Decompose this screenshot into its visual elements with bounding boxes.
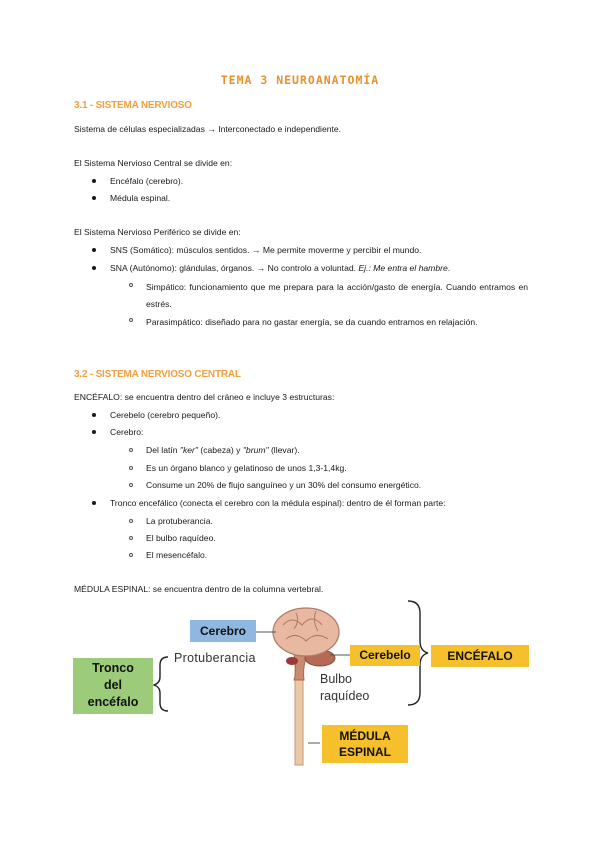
bullet [92, 248, 96, 252]
sub-bullet [129, 553, 133, 557]
page-title: TEMA 3 NEUROANATOMÍA [220, 73, 380, 87]
list-item [146, 444, 300, 456]
latin-a: Del latín [146, 445, 180, 455]
medula-label [322, 725, 408, 763]
medula-text: MÉDULA ESPINAL: se encuentra dentro de la columna vertebral. [74, 584, 324, 594]
bullet [92, 413, 96, 417]
encefalo-intro: ENCÉFALO: se encuentra dentro del cráneo e incluye 3 estructuras: [74, 392, 335, 402]
list-item: Consume un 20% de flujo sanguíneo y un 30% del consumo energético. [146, 480, 422, 490]
list-item: El mesencéfalo. [146, 550, 208, 560]
list-item: Parasimpático: diseñado para no gastar energía, se da cuando entramos en relajación. [146, 317, 478, 327]
list-item: Médula espinal. [110, 193, 171, 203]
list-item: Es un órgano blanco y gelatinoso de unos 1,3-1,4kg. [146, 463, 347, 473]
latin-c: (llevar). [268, 445, 300, 455]
tronco-line-3: encéfalo [87, 695, 139, 709]
list-item: La protuberancia. [146, 516, 213, 526]
sub-bullet [129, 536, 133, 540]
pons-shape [286, 657, 298, 665]
latin-b: (cabeza) y [197, 445, 243, 455]
sna-example-end: . [447, 263, 451, 273]
cerebrum-shape [273, 608, 339, 656]
section-heading-3-1: 3.1 - SISTEMA NERVIOSO [74, 100, 192, 111]
sna-text: SNA (Autónomo): glándulas, órganos. → No controlo a voluntad. [110, 263, 357, 273]
list-item: SNS (Somático): músculos sentidos. → Me permite moverme y percibir el mundo. [110, 245, 422, 255]
bulbo-label [320, 671, 369, 705]
encefalo-label: ENCÉFALO [431, 645, 529, 667]
bullet [92, 430, 96, 434]
sna-example: Ej.: Me entra el hambre [358, 263, 448, 273]
sub-bullet [129, 519, 133, 523]
bullet [92, 266, 96, 270]
sub-bullet [129, 283, 133, 287]
list-item: Encéfalo (cerebro). [110, 176, 184, 186]
cerebelo-label: Cerebelo [350, 645, 420, 666]
sub-bullet [129, 483, 133, 487]
medula-line-2: ESPINAL [338, 745, 391, 759]
list-item: Simpático: funcionamiento que me prepara para la acción/gasto de energía. Cuando entramos en estrés. [146, 282, 528, 309]
section-heading-3-2: 3.2 - SISTEMA NERVIOSO CENTRAL [74, 369, 241, 380]
protuberancia-label: Protuberancia [174, 651, 256, 665]
bullet [92, 196, 96, 200]
list-item: El bulbo raquídeo. [146, 533, 216, 543]
latin-ker: "ker" [179, 445, 198, 455]
medula-line-1: MÉDULA [339, 729, 391, 743]
tronco-label [73, 658, 153, 714]
tronco-line-2: del [103, 678, 123, 692]
sub-bullet [129, 466, 133, 470]
list-item [110, 262, 450, 274]
cerebro-label: Cerebro [190, 620, 256, 642]
list-item: Cerebelo (cerebro pequeño). [110, 410, 221, 420]
bullet [92, 179, 96, 183]
bulbo-line-2: raquídeo [320, 689, 370, 703]
snp-intro: El Sistema Nervioso Periférico se divide en: [74, 227, 241, 237]
snc-intro: El Sistema Nervioso Central se divide en: [74, 158, 233, 168]
sub-bullet [129, 448, 133, 452]
tronco-brace [154, 657, 168, 711]
latin-brum: "brum" [242, 445, 269, 455]
list-item: Tronco encefálico (conecta el cerebro con la médula espinal): dentro de él forman parte: [110, 498, 446, 508]
tronco-line-1: Tronco [92, 661, 134, 675]
bulbo-line-1: Bulbo [320, 672, 352, 686]
list-item: Cerebro: [110, 427, 144, 437]
intro-text: Sistema de células especializadas → Interconectado e independiente. [74, 124, 342, 134]
sub-bullet [129, 318, 133, 322]
bullet [92, 501, 96, 505]
